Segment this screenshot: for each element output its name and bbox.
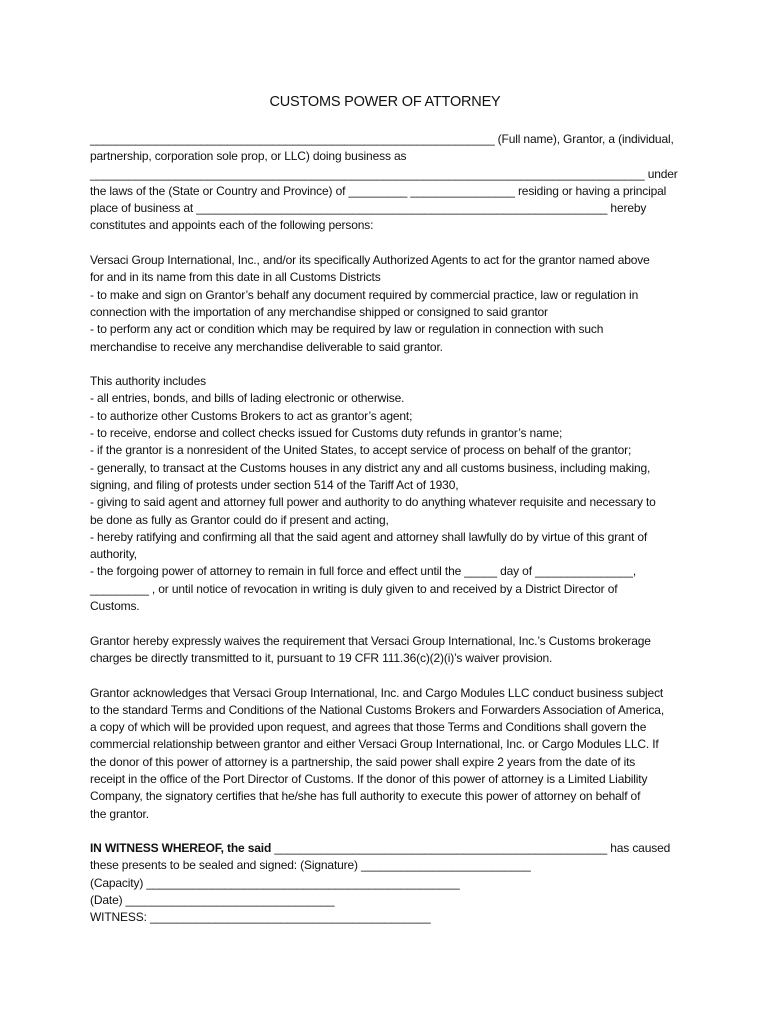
acknowledgement-line: the donor of this power of attorney is a partnership, the said power shall expire 2 years from the date of its [90, 754, 636, 769]
agent-line: - to perform any act or condition which may be required by law or regulation in connection with such [90, 322, 604, 337]
agent-line: connection with the importation of any merchandise shipped or consigned to said grantor [90, 304, 548, 319]
agent-line: Versaci Group International, Inc., and/or its specifically Authorized Agents to act for the grantor named above [90, 253, 650, 268]
witness-lead-bold: IN WITNESS WHEREOF, the said [90, 841, 272, 856]
agent-line: merchandise to receive any merchandise deliverable to said grantor. [90, 339, 443, 354]
witness-lead-rest: ___________________________________________________ has caused [271, 841, 671, 856]
agent-line: for and in its name from this date in all Customs Districts [90, 270, 381, 285]
authority-line: - if the grantor is a nonresident of the United States, to accept service of process on behalf of the grantor; [90, 443, 632, 458]
authority-line: authority, [90, 547, 137, 562]
authority-line: - all entries, bonds, and bills of lading electronic or otherwise. [90, 391, 405, 406]
acknowledgement-line: to the standard Terms and Conditions of the National Customs Brokers and Forwarders Association of America, [90, 702, 665, 717]
authority-line: - the forgoing power of attorney to remain in full force and effect until the _____ day of _______________, [90, 564, 637, 579]
agent-line: - to make and sign on Grantor’s behalf any document required by commercial practice, law or regulation in [90, 287, 639, 302]
authority-line: This authority includes [90, 374, 206, 389]
waiver-paragraph [90, 633, 718, 668]
authority-paragraph [90, 373, 718, 615]
authority-line: - to receive, endorse and collect checks issued for Customs duty refunds in grantor’s name; [90, 426, 563, 441]
acknowledgement-line: receipt in the office of the Port Director of Customs. If the donor of this power of attorney is a Limited Liability [90, 771, 648, 786]
acknowledgement-line: a copy of which will be provided upon request, and agrees that those Terms and Conditions shall govern the [90, 720, 647, 735]
acknowledgement-line: the grantor. [90, 806, 149, 821]
acknowledgement-line: commercial relationship between grantor and either Versaci Group International, Inc. or Cargo Modules LLC. If [90, 737, 659, 752]
authority-line: - giving to said agent and attorney full power and authority to do anything whatever requisite and necessary to [90, 495, 656, 510]
acknowledgement-line: Company, the signatory certifies that he/she has full authority to execute this power of attorney on behalf of [90, 789, 641, 804]
authority-line: - hereby ratifying and confirming all that the said agent and attorney shall lawfully do by virtue of this grant of [90, 529, 648, 544]
grantor-line: _____________________________________________________________________________________ under [90, 166, 678, 181]
signature-line: these presents to be sealed and signed: (Signature) __________________________ [90, 858, 531, 873]
grantor-line: place of business at _______________________________________________________________ hereby [90, 201, 647, 216]
authority-line: - to authorize other Customs Brokers to act as grantor’s agent; [90, 408, 413, 423]
waiver-line: Grantor hereby expressly waives the requirement that Versaci Group International, Inc.’s Customs brokerage [90, 633, 651, 648]
grantor-paragraph [90, 131, 718, 235]
authority-line: be done as fully as Grantor could do if present and acting, [90, 512, 389, 527]
waiver-line: charges be directly transmitted to it, pursuant to 19 CFR 111.36(c)(2)(i)’s waiver provision. [90, 650, 553, 665]
date-line: (Date) ________________________________ [90, 893, 335, 908]
authority-line: _________ , or until notice of revocation in writing is duly given to and received by a District Director of [90, 581, 618, 596]
grantor-line: the laws of the (State or Country and Province) of _________ ________________ residing or having a principal [90, 183, 667, 198]
witness-line: WITNESS: ___________________________________________ [90, 910, 431, 925]
capacity-line: (Capacity) ________________________________________________ [90, 875, 460, 890]
grantor-line: ______________________________________________________________ (Full name), Grantor, a (individual, [90, 132, 674, 146]
authority-line: Customs. [90, 599, 140, 614]
authority-line: signing, and filing of protests under section 514 of the Tariff Act of 1930, [90, 477, 459, 492]
document-title: CUSTOMS POWER OF ATTORNEY [269, 94, 501, 110]
witness-lead-line [90, 840, 718, 857]
agent-paragraph [90, 252, 718, 356]
acknowledgement-line: Grantor acknowledges that Versaci Group International, Inc. and Cargo Modules LLC conduct business subject [90, 685, 664, 700]
document-body [90, 131, 718, 927]
grantor-line: constitutes and appoints each of the following persons: [90, 218, 374, 233]
authority-line: - generally, to transact at the Customs houses in any district any and all customs business, including making, [90, 460, 651, 475]
acknowledgement-paragraph [90, 685, 718, 823]
witness-paragraph [90, 840, 718, 926]
grantor-line: partnership, corporation sole prop, or LLC) doing business as [90, 149, 407, 164]
